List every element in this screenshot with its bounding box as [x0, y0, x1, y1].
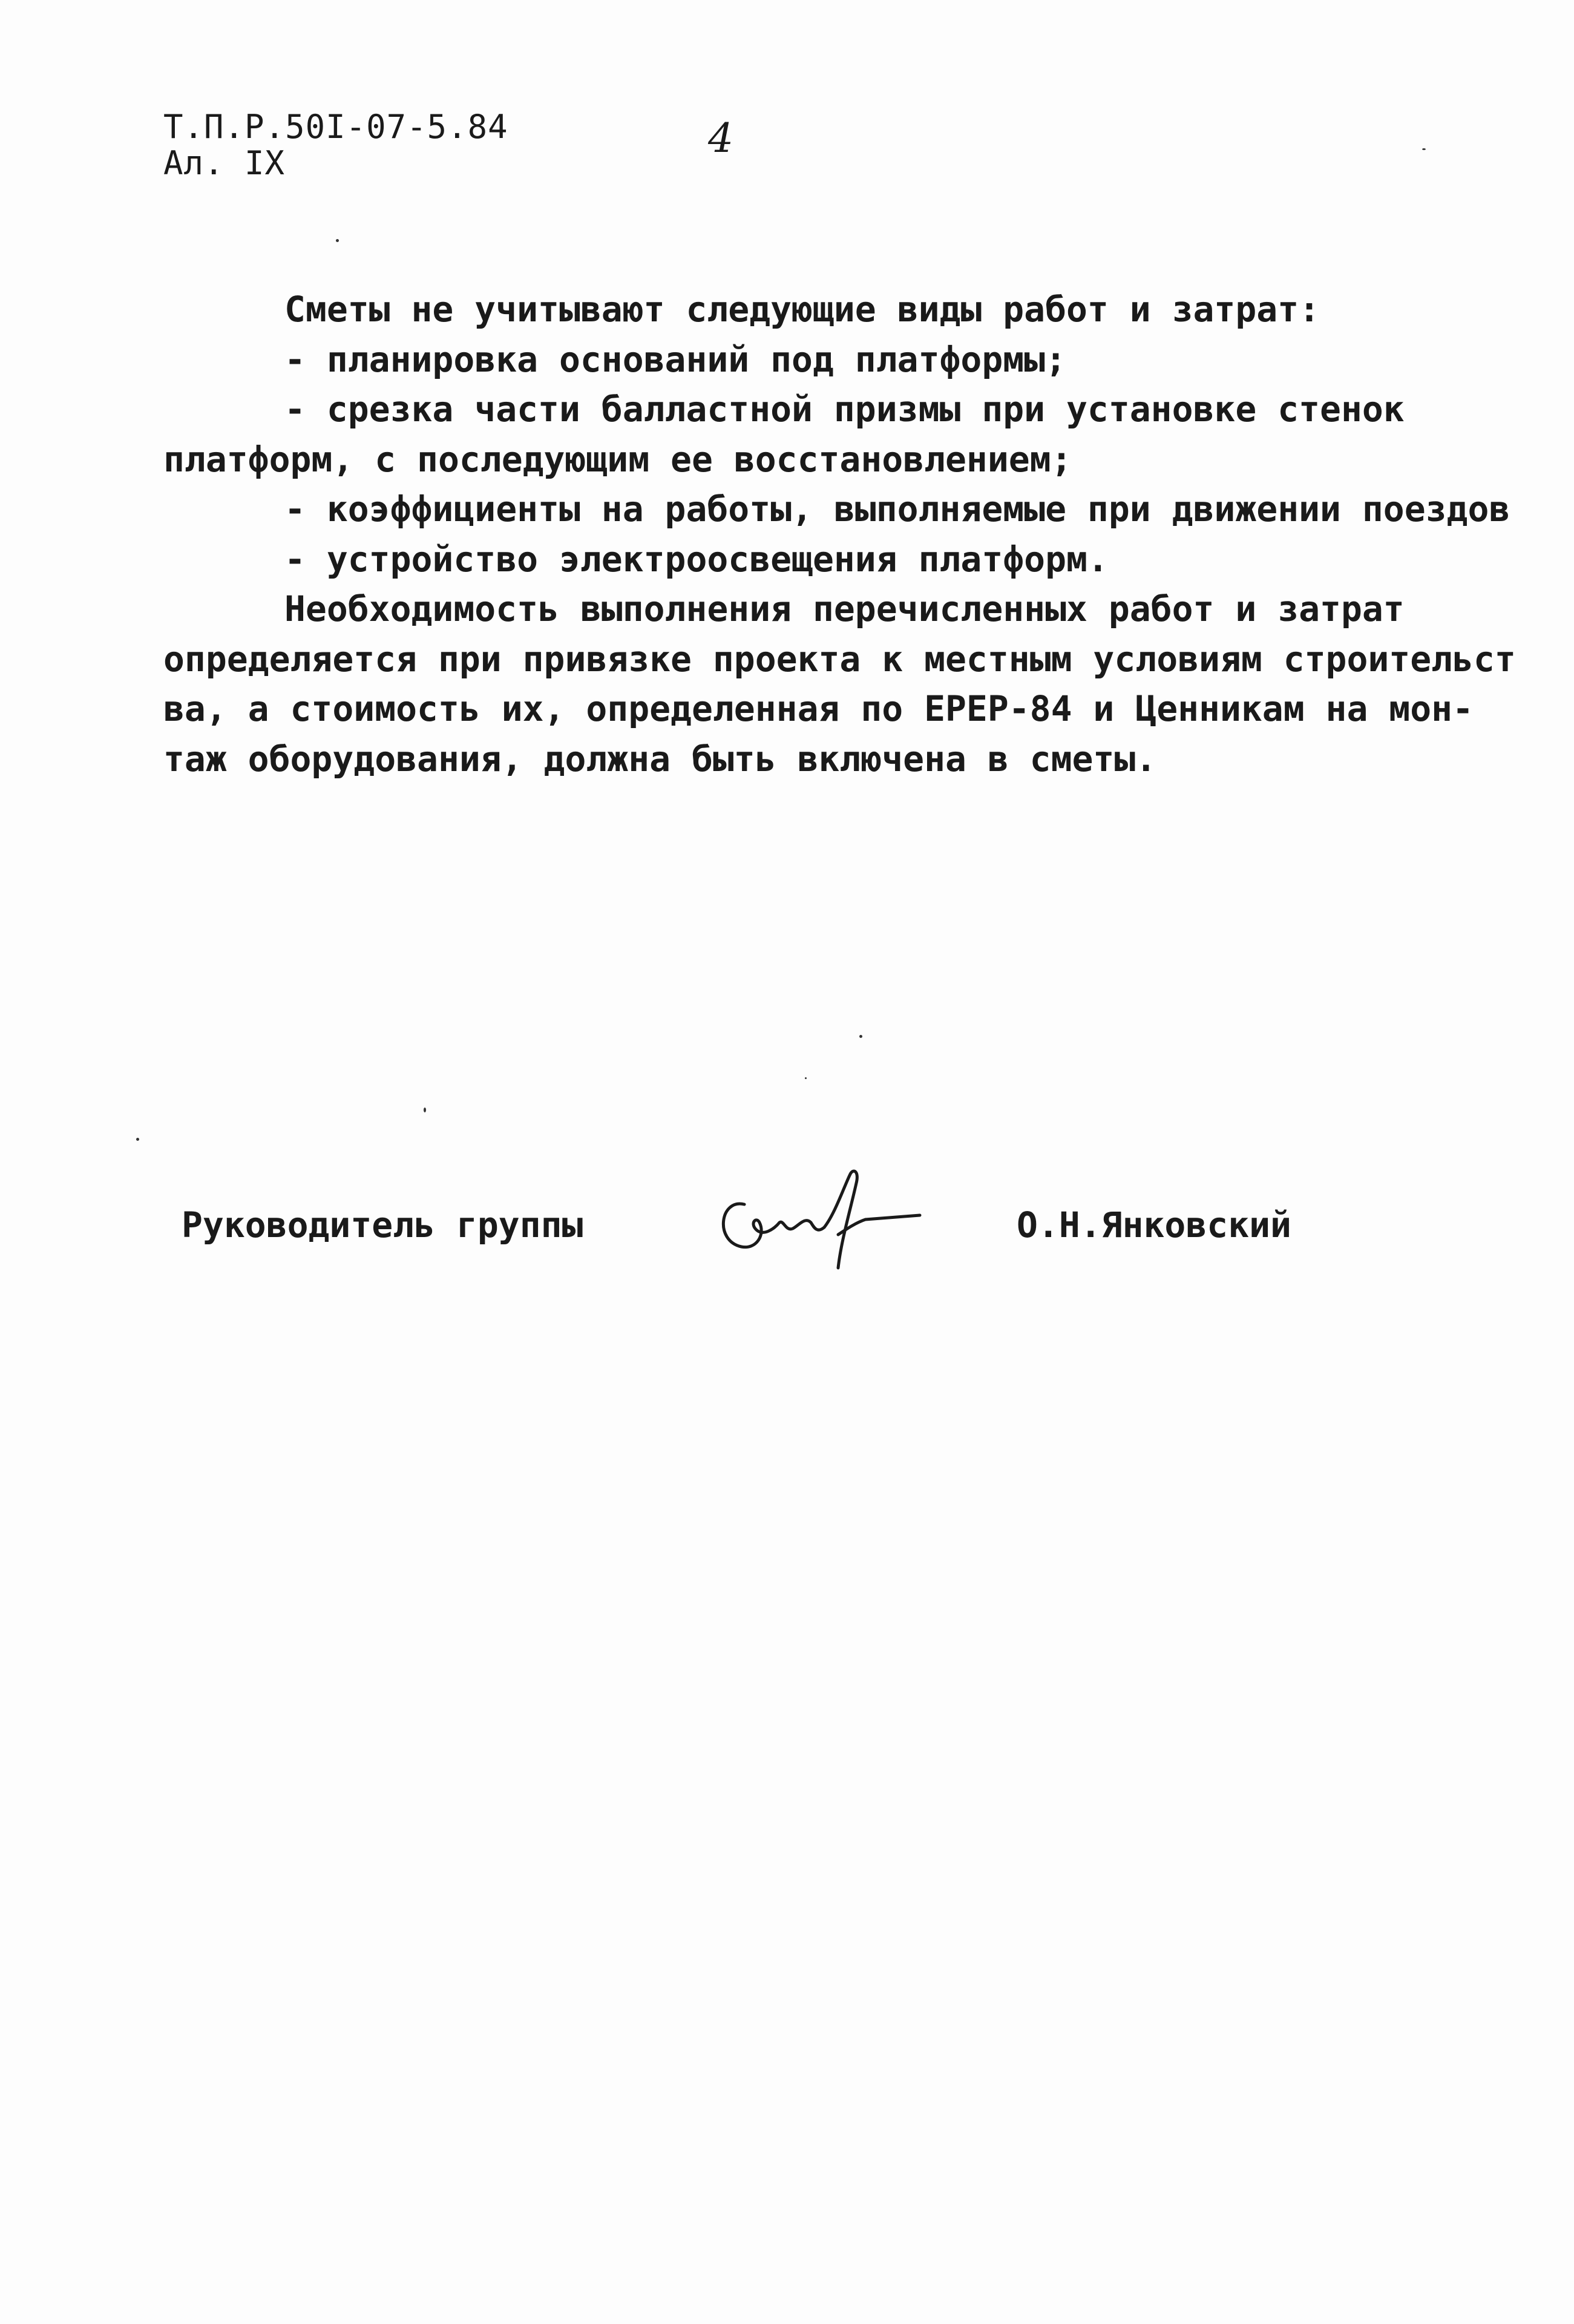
album-number: Ал. IX [163, 144, 286, 182]
list-item-line: - устройство электроосвещения платформ. [284, 538, 1109, 580]
signature-block [182, 1186, 1452, 1283]
paragraph-line: ва, а стоимость их, определенная по ЕРЕР-84 и Ценникам на мон- [163, 688, 1474, 729]
scan-speck [136, 1138, 139, 1141]
scan-speck [424, 1108, 426, 1112]
document-header [163, 109, 508, 182]
list-item-line: - планировка оснований под платформы; [284, 338, 1067, 380]
paragraph-line: Необходимость выполнения перечисленных работ и затрат [284, 588, 1405, 629]
handwritten-signature [708, 1162, 950, 1277]
paragraph-line: определяется при привязке проекта к местным условиям строительст [163, 638, 1516, 680]
scan-speck [336, 239, 339, 242]
body-text [163, 284, 1516, 784]
paragraph-line: таж оборудования, должна быть включена в сметы. [163, 738, 1157, 780]
scan-speck [1422, 148, 1426, 150]
list-item-line: - срезка части балластной призмы при установке стенок [284, 389, 1405, 430]
paragraph-intro-line: Сметы не учитывают следующие виды работ и затрат: [284, 289, 1320, 330]
page-number: 4 [708, 115, 733, 162]
signatory-role: Руководитель группы [182, 1204, 583, 1246]
scan-speck [859, 1035, 862, 1038]
list-item-line: - коэффициенты на работы, выполняемые при движении поездов [284, 488, 1510, 530]
document-code: Т.П.Р.50I-07-5.84 [163, 108, 508, 146]
list-item-continuation-line: платформ, с последующим ее восстановлением; [163, 438, 1072, 480]
signatory-name: О.Н.Янковский [1017, 1204, 1291, 1246]
scan-speck [805, 1077, 807, 1079]
